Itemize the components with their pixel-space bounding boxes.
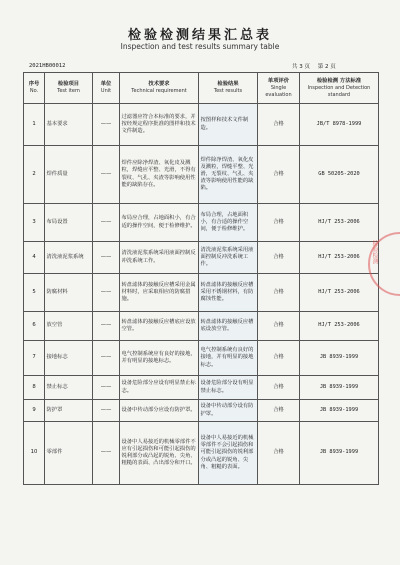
document-number: 2021HB00012 — [29, 63, 66, 69]
test-standard-cell: HJ/T 253-2006 — [300, 312, 379, 341]
test-standard-cell: JB 8939-1999 — [300, 341, 379, 376]
column-header — [120, 73, 199, 104]
row-number-cell: 2 — [24, 146, 45, 204]
test-item-cell: 基本要求 — [45, 104, 93, 146]
row-number-cell: 3 — [24, 204, 45, 242]
column-header — [24, 73, 45, 104]
column-header-en: Inspection and Detection standard — [307, 84, 371, 98]
test-standard-cell: JB 8939-1999 — [300, 376, 379, 400]
unit-cell: —— — [93, 104, 120, 146]
single-evaluation-cell: 合格 — [258, 312, 300, 341]
table-row — [24, 242, 379, 274]
table-row — [24, 146, 379, 204]
single-evaluation-cell: 合格 — [258, 274, 300, 312]
technical-requirement-cell: 焊件应除净焊渣、氧化皮及溅粒，焊缝应平整、光滑，不得有裂纹、气孔、夹渣等影响使用性能的缺陷存在。 — [120, 146, 199, 204]
technical-requirement-cell: 布局应合理，占地面积小，有合适的操作空间，便于检修维护。 — [120, 204, 199, 242]
unit-cell: —— — [93, 242, 120, 274]
column-header-cn: 序号 — [28, 81, 40, 88]
single-evaluation-cell: 合格 — [258, 341, 300, 376]
unit-cell: —— — [93, 341, 120, 376]
column-header-en: Single evaluation — [265, 84, 292, 98]
technical-requirement-cell: 设备中传动部分应设有防护罩。 — [120, 400, 199, 422]
test-standard-cell: JB 8939-1999 — [300, 422, 379, 485]
technical-requirement-cell: 转盘滤体的接触反应槽底应设放空管。 — [120, 312, 199, 341]
test-result-cell: 按图样和技术文件制造。 — [199, 104, 258, 146]
table-header-row — [24, 73, 379, 104]
column-header — [199, 73, 258, 104]
column-header-cn: 检验检测 方法标准 — [316, 77, 362, 84]
test-item-cell: 焊件质量 — [45, 146, 93, 204]
table-row — [24, 274, 379, 312]
test-standard-cell: HJ/T 253-2006 — [300, 204, 379, 242]
test-standard-cell: JB 8939-1999 — [300, 400, 379, 422]
row-number-cell: 1 — [24, 104, 45, 146]
table-row — [24, 376, 379, 400]
test-item-cell: 禁止标志 — [45, 376, 93, 400]
row-number-cell: 8 — [24, 376, 45, 400]
table-row — [24, 400, 379, 422]
test-item-cell: 布局设置 — [45, 204, 93, 242]
table-row — [24, 422, 379, 485]
single-evaluation-cell: 合格 — [258, 146, 300, 204]
column-header-cn: 检验项目 — [57, 81, 80, 88]
column-header-en: Test item — [57, 88, 80, 95]
test-item-cell: 防护罩 — [45, 400, 93, 422]
page-subtitle: Inspection and test results summary table — [120, 42, 280, 51]
column-header-cn: 检验结果 — [217, 81, 239, 88]
page-number — [292, 62, 342, 70]
column-header — [45, 73, 93, 104]
unit-cell: —— — [93, 274, 120, 312]
test-result-cell: 设备中传动部分设有防护罩。 — [199, 400, 258, 422]
column-header-cn: 单项评价 — [267, 77, 290, 84]
test-result-cell: 设备危险部分设有明显禁止标志。 — [199, 376, 258, 400]
technical-requirement-cell: 过滤器应符合本标准的要求，并按经规定程序批准的图样和技术文件制造。 — [120, 104, 199, 146]
column-header-en: Unit — [100, 88, 112, 95]
test-result-cell: 清洗液泥浆系统采用液面控制反冲洗系统工作。 — [199, 242, 258, 274]
unit-cell: —— — [93, 204, 120, 242]
single-evaluation-cell: 合格 — [258, 376, 300, 400]
row-number-cell: 7 — [24, 341, 45, 376]
test-standard-cell: JB/T 8978-1999 — [300, 104, 379, 146]
single-evaluation-cell: 合格 — [258, 422, 300, 485]
unit-cell: —— — [93, 312, 120, 341]
technical-requirement-cell: 设备危险部分应设有明显禁止标志。 — [120, 376, 199, 400]
column-header-cn: 单位 — [100, 81, 112, 88]
test-standard-cell: HJ/T 253-2006 — [300, 274, 379, 312]
single-evaluation-cell: 合格 — [258, 104, 300, 146]
test-result-cell: 焊件除净焊渣、氧化皮及溅粒，焊缝平整、光滑，无裂纹、气孔、夹渣等影响使用性能的缺陷。 — [199, 146, 258, 204]
technical-requirement-cell: 电气控制系统应有良好的接地，并有明显的接地标志。 — [120, 341, 199, 376]
column-header — [93, 73, 120, 104]
single-evaluation-cell: 合格 — [258, 204, 300, 242]
table-row — [24, 312, 379, 341]
row-number-cell: 9 — [24, 400, 45, 422]
page-title: 检验检测结果汇总表 — [127, 28, 272, 43]
test-item-cell: 零部件 — [45, 422, 93, 485]
test-item-cell: 清洗液泥浆系统 — [45, 242, 93, 274]
test-item-cell: 防腐材料 — [45, 274, 93, 312]
column-header — [258, 73, 300, 104]
page-total: 共 3 页 — [292, 64, 310, 70]
table-body — [24, 104, 379, 485]
results-table — [23, 72, 379, 485]
technical-requirement-cell: 转盘滤体的接触反应槽采用金属材料时，应采取相应的防腐措施。 — [120, 274, 199, 312]
single-evaluation-cell: 合格 — [258, 242, 300, 274]
unit-cell: —— — [93, 376, 120, 400]
test-item-cell: 接地标志 — [45, 341, 93, 376]
unit-cell: —— — [93, 400, 120, 422]
row-number-cell: 5 — [24, 274, 45, 312]
test-result-cell: 布局合理，占地面积小，有合适的操作空间，便于检修维护。 — [199, 204, 258, 242]
test-standard-cell: HJ/T 253-2006 — [300, 242, 379, 274]
test-result-cell: 设备中人易接近的机械零部件不会引起损伤和可能引起损伤的锐利部分或凸起的锐角、尖角、粗糙的表面。 — [199, 422, 258, 485]
table-row — [24, 204, 379, 242]
row-number-cell: 4 — [24, 242, 45, 274]
technical-requirement-cell: 清洗液泥浆系统采用液面控制反冲洗系统工作。 — [120, 242, 199, 274]
unit-cell: —— — [93, 422, 120, 485]
seal-text: 检验检测 — [371, 240, 378, 264]
column-header — [300, 73, 379, 104]
page-current: 第 2 页 — [317, 64, 336, 70]
test-result-cell: 转盘滤体的接触反应槽底设放空管。 — [199, 312, 258, 341]
column-header-cn: 技术要求 — [148, 81, 170, 88]
table-row — [24, 104, 379, 146]
column-header-en: Test results — [213, 88, 243, 95]
row-number-cell: 6 — [24, 312, 45, 341]
test-result-cell: 电气控制系统有良好的接地，并有明显的接地标志。 — [199, 341, 258, 376]
test-item-cell: 放空管 — [45, 312, 93, 341]
column-header-en: No. — [29, 88, 39, 95]
single-evaluation-cell: 合格 — [258, 400, 300, 422]
technical-requirement-cell: 设备中人易接近的机械零部件不应有引起损伤和可能引起损伤的锐利部分或凸起的锐角、尖角、粗糙的表面、凸出部分和开口。 — [120, 422, 199, 485]
table-row — [24, 341, 379, 376]
test-standard-cell: GB 50205-2020 — [300, 146, 379, 204]
column-header-en: Technical requirement — [131, 88, 187, 95]
unit-cell: —— — [93, 146, 120, 204]
test-result-cell: 转盘滤体的接触反应槽采用不锈钢材料，有防腐蚀性能。 — [199, 274, 258, 312]
row-number-cell: 10 — [24, 422, 45, 485]
